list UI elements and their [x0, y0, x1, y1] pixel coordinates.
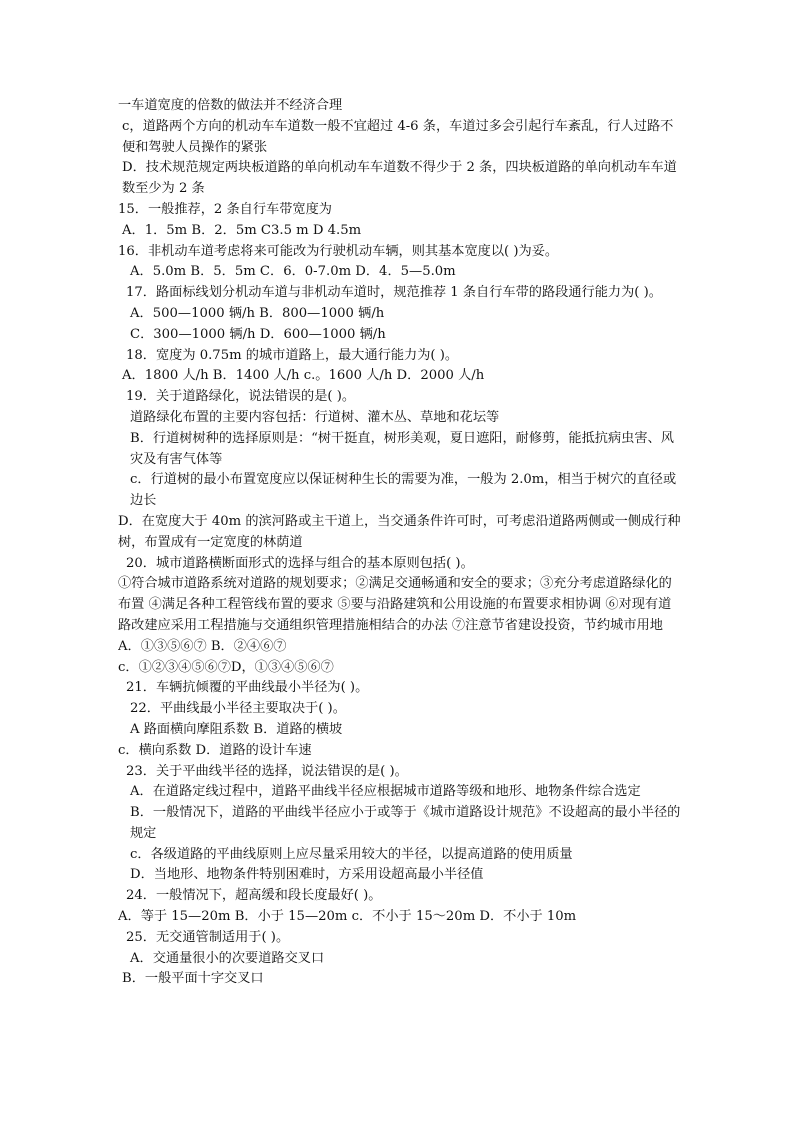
option-19-b: B．行道树树种的选择原则是：“树干挺直，树形美观，夏日遮阳，耐修剪，能抵抗病虫害、风灾及有害气体等	[130, 430, 674, 467]
principles-20: ①符合城市道路系统对道路的规划要求；②满足交通畅通和安全的要求；③充分考虑道路绿化的布置 ④满足各种工程管线布置的要求 ⑤要与沿路建筑和公用设施的布置要求相协调 ⑥对现有道路改建应采用工程措施与交通组织管理措施相结合的办法 ⑦注意节省建设投资，节约城市用地	[118, 576, 672, 633]
option-25-a: A．交通量很小的次要道路交叉口	[130, 950, 325, 966]
text-line: 一车道宽度的倍数的做法并不经济合理	[118, 98, 343, 113]
text-paragraph: c，道路两个方向的机动车车道数一般不宜超过 4-6 条，车道过多会引起行车紊乱，行人过路不便和驾驶人员操作的紧张	[122, 118, 674, 155]
option-23-a: A．在道路定线过程中，道路平曲线半径应根据城市道路等级和地形、地物条件综合选定	[130, 784, 641, 800]
options-17-ab: A．500—1000 辆/h B．800—1000 辆/h	[130, 305, 385, 321]
question-23: 23．关于平曲线半径的选择，说法错误的是( )。	[126, 763, 408, 779]
options-22-ab: A 路面横向摩阻系数 B．道路的横坡	[130, 721, 343, 737]
options-18: A．1800 人/h B．1400 人/h c.。1600 人/h D．2000 人/h	[122, 368, 485, 384]
options-24: A．等于 15—20m B．小于 15—20m c．不小于 15～20m D．不小于 10m	[118, 909, 577, 925]
option-23-b: B．一般情况下，道路的平曲线半径应小于或等于《城市道路设计规范》不设超高的最小半径的规定	[130, 805, 681, 841]
options-15: A．1．5m B．2．5m C3.5 m D 4.5m	[122, 222, 362, 238]
question-20: 20．城市道路横断面形式的选择与组合的基本原则包括( )。	[126, 555, 474, 571]
question-21: 21．车辆抗倾覆的平曲线最小半径为( )。	[126, 680, 369, 696]
option-25-b: B．一般平面十字交叉口	[122, 971, 264, 987]
question-24: 24．一般情况下，超高缓和段长度最好( )。	[126, 888, 382, 904]
question-22: 22．平曲线最小半径主要取决于( )。	[130, 701, 346, 717]
options-16: A．5.0m B．5．5m C．6．0-7.0m D．4．5—5.0m	[130, 264, 456, 280]
options-22-cd: c．横向系数 D．道路的设计车速	[118, 742, 312, 758]
question-25: 25．无交通管制适用于( )。	[126, 929, 290, 945]
option-19-a: 道路绿化布置的主要内容包括：行道树、灌木丛、草地和花坛等	[130, 409, 500, 425]
option-23-c: c．各级道路的平曲线原则上应尽量采用较大的半径，以提高道路的使用质量	[130, 846, 573, 862]
option-19-c: c．行道树的最小布置宽度应以保证树种生长的需要为准，一般为 2.0m，相当于树穴的直径或边长	[130, 472, 677, 509]
question-19: 19．关于道路绿化，说法错误的是( )。	[126, 389, 356, 405]
option-19-d: D．在宽度大于 40m 的滨河路或主干道上，当交通条件许可时，可考虑沿道路两侧或一侧成行种树，布置成有一定宽度的林荫道	[118, 513, 681, 550]
options-20-ab: A．①③⑤⑥⑦ B．②④⑥⑦	[118, 638, 287, 654]
options-20-cd: c．①②③④⑤⑥⑦D，①③④⑤⑥⑦	[118, 659, 334, 675]
question-18: 18．宽度为 0.75m 的城市道路上，最大通行能力为( )。	[126, 347, 459, 363]
text-paragraph: D．技术规范规定两块板道路的单向机动车车道数不得少于 2 条，四块板道路的单向机动车车道数至少为 2 条	[122, 160, 677, 197]
question-15: 15．一般推荐，2 条自行车带宽度为	[118, 201, 332, 217]
document-body	[118, 96, 683, 990]
option-23-d: D．当地形、地物条件特别困难时，方采用设超高最小半径值	[130, 867, 484, 883]
question-17: 17．路面标线划分机动车道与非机动车道时，规范推荐 1 条自行车带的路段通行能力为( )。	[126, 285, 662, 301]
question-16: 16．非机动车道考虑将来可能改为行驶机动车辆，则其基本宽度以( )为妥。	[118, 243, 559, 259]
options-17-cd: C．300—1000 辆/h D．600—1000 辆/h	[130, 326, 386, 342]
